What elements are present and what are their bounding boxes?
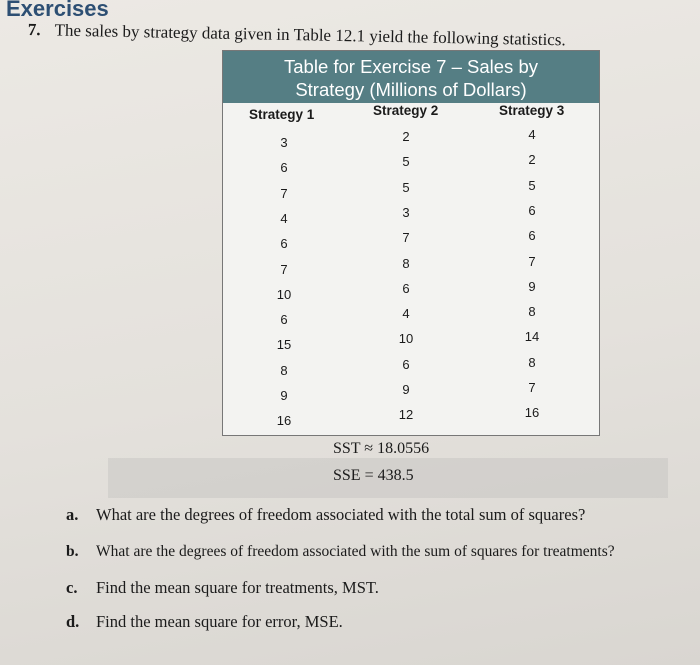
strategy-2-cell: 6: [402, 280, 410, 296]
problem-text: The sales by strategy data given in Table 12.1 yield the following statistics.: [54, 20, 566, 50]
strategy-3-cell: 6: [528, 202, 536, 218]
strategy-1-cell: 4: [280, 210, 288, 226]
strategy-2-cell: 7: [402, 230, 410, 246]
question-c: [66, 578, 379, 598]
strategy-2-cell: 5: [402, 154, 410, 170]
question-b-label: b.: [66, 543, 79, 560]
strategy-1-cell: 8: [280, 362, 288, 378]
strategy-2-cell: 12: [398, 407, 414, 423]
question-b: [66, 543, 615, 561]
sales-table: [222, 50, 600, 436]
strategy-1-cell: 15: [276, 337, 292, 353]
strategy-2-cell: 4: [402, 306, 410, 322]
strategy-3-cell: 8: [528, 354, 536, 370]
question-a-text: What are the degrees of freedom associated with the total sum of squares?: [96, 505, 586, 524]
question-b-text: What are the degrees of freedom associated with the sum of squares for treatments?: [96, 543, 615, 560]
question-d-label: d.: [66, 612, 80, 631]
strategy-1-cell: 7: [280, 261, 288, 277]
strategy-3-cell: 16: [524, 405, 540, 421]
table-title-line-2: Strategy (Millions of Dollars): [295, 79, 527, 100]
strategy-1-cell: 6: [280, 160, 288, 176]
strategy-3-cell: 2: [528, 152, 536, 168]
strategy-3-cell: 6: [528, 228, 536, 244]
problem-number: 7.: [27, 20, 41, 40]
question-d-text: Find the mean square for error, MSE.: [96, 612, 343, 631]
exercises-heading: Exercises: [6, 0, 109, 21]
strategy-1-cell: 7: [280, 185, 288, 201]
question-a: [66, 505, 585, 525]
strategy-2-cell: 3: [402, 204, 410, 220]
problem-statement: [28, 20, 700, 53]
strategy-3-cell: 8: [528, 304, 536, 320]
strategy-1-cell: 6: [280, 312, 288, 328]
header-strategy-1: Strategy 1: [249, 107, 315, 122]
strategy-3-cell: 4: [528, 127, 536, 142]
strategy-3-cell: 7: [528, 380, 536, 395]
table-title: [223, 51, 599, 103]
strategy-3-cell: 7: [528, 253, 536, 269]
strategy-2-cell: 5: [402, 179, 410, 195]
strategy-1-cell: 16: [276, 413, 292, 429]
sse-statistic: SSE = 438.5: [333, 467, 414, 484]
header-strategy-3: Strategy 3: [499, 103, 565, 118]
question-c-text: Find the mean square for treatments, MST.: [96, 578, 379, 597]
strategy-2-cell: 8: [402, 255, 410, 271]
strategy-2-cell: 9: [402, 382, 410, 397]
question-a-label: a.: [66, 505, 79, 524]
table-title-line-1: Table for Exercise 7 – Sales by: [284, 56, 538, 77]
strategy-1-cell: 9: [280, 388, 288, 403]
strategy-3-cell: 9: [528, 278, 536, 294]
strategy-3-cell: 5: [528, 177, 536, 193]
question-c-label: c.: [66, 578, 78, 597]
header-strategy-2: Strategy 2: [373, 103, 439, 118]
strategy-2-cell: 10: [398, 331, 414, 347]
strategy-2-cell: 6: [402, 356, 410, 372]
strategy-3-cell: 14: [524, 329, 540, 345]
question-d: [66, 612, 343, 632]
strategy-1-cell: 3: [280, 135, 288, 150]
strategy-1-cell: 10: [276, 286, 292, 302]
strategy-1-cell: 6: [280, 236, 288, 252]
sst-statistic: SST ≈ 18.0556: [333, 440, 430, 457]
strategy-2-cell: 2: [402, 129, 410, 144]
